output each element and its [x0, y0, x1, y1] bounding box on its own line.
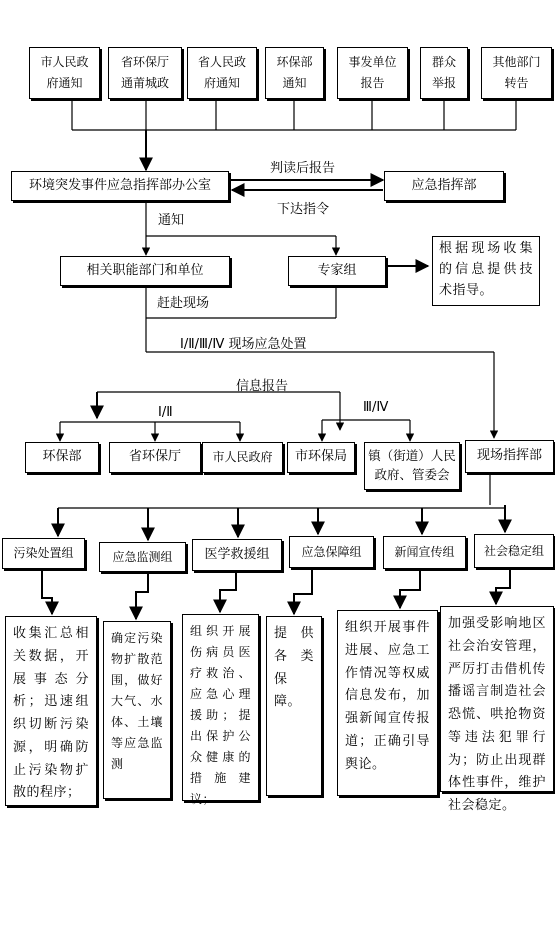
group-monitoring: 应急监测组	[99, 542, 186, 572]
duty-pollution: 收集汇总相关数据，开展事态分析；迅速组织切断污染源，明确防止污染物扩散的程序；	[5, 616, 97, 806]
group-stability: 社会稳定组	[474, 534, 554, 568]
source-other-departments: 其他部门 转告	[481, 47, 552, 99]
group-support: 应急保障组	[289, 536, 374, 568]
target-city-government: 市人民政府	[202, 442, 283, 473]
target-city-epb: 市环保局	[287, 442, 355, 473]
expert-group: 专家组	[288, 256, 386, 286]
duty-medical: 组织开展伤病员医疗救治、应急心理援助；提出保护公众健康的措施建议；	[182, 614, 259, 801]
notify-label: 通知	[158, 213, 185, 228]
group-pollution: 污染处置组	[2, 538, 85, 569]
field-command: 现场指挥部	[465, 440, 554, 473]
source-provincial-government: 省人民政 府通知	[187, 47, 257, 99]
related-departments: 相关职能部门和单位	[60, 256, 230, 286]
duty-support: 提供各类保障。	[266, 616, 322, 796]
duty-news: 组织开展事件进展、应急工作情况等权威信息发布，加强新闻宣传报道；正确引导舆论。	[337, 610, 438, 796]
info-report-label: 信息报告	[236, 379, 289, 394]
source-ministry: 环保部 通知	[265, 47, 324, 99]
order-label: 下达指令	[277, 202, 330, 217]
level-3-4-label: Ⅲ/Ⅳ	[363, 400, 389, 415]
duty-stability: 加强受影响地区社会治安管理，严厉打击借机传播谣言制造社会恐慌、哄抢物资等违法犯罪行为；防止出现群体性事件，维护社会稳定。	[440, 606, 554, 792]
group-medical: 医学救援组	[192, 539, 282, 571]
source-provincial-epb: 省环保厅 通莆城政	[108, 47, 182, 99]
level-1-2-label: Ⅰ/Ⅱ	[158, 405, 173, 420]
duty-monitoring: 确定污染物扩散范围，做好大气、水体、土壤等应急监测	[103, 621, 171, 799]
expert-note: 根据现场收集的信息提供技术指导。	[432, 236, 540, 306]
target-ministry: 环保部	[25, 442, 99, 473]
source-incident-unit: 事发单位 报告	[337, 47, 408, 99]
target-provincial-epb: 省环保厅	[109, 442, 201, 473]
emergency-office: 环境突发事件应急指挥部办公室	[11, 171, 229, 201]
emergency-command: 应急指挥部	[384, 171, 504, 201]
group-news: 新闻宣传组	[383, 536, 466, 569]
target-town-government: 镇（街道）人民政府、管委会	[364, 442, 460, 490]
source-city-government: 市人民政 府通知	[29, 47, 100, 99]
source-public: 群众 举报	[420, 47, 468, 99]
report-label: 判读后报告	[270, 161, 336, 176]
rush-label: 赶赴现场	[157, 296, 210, 311]
levels-label: Ⅰ/Ⅱ/Ⅲ/Ⅳ 现场应急处置	[180, 337, 307, 352]
